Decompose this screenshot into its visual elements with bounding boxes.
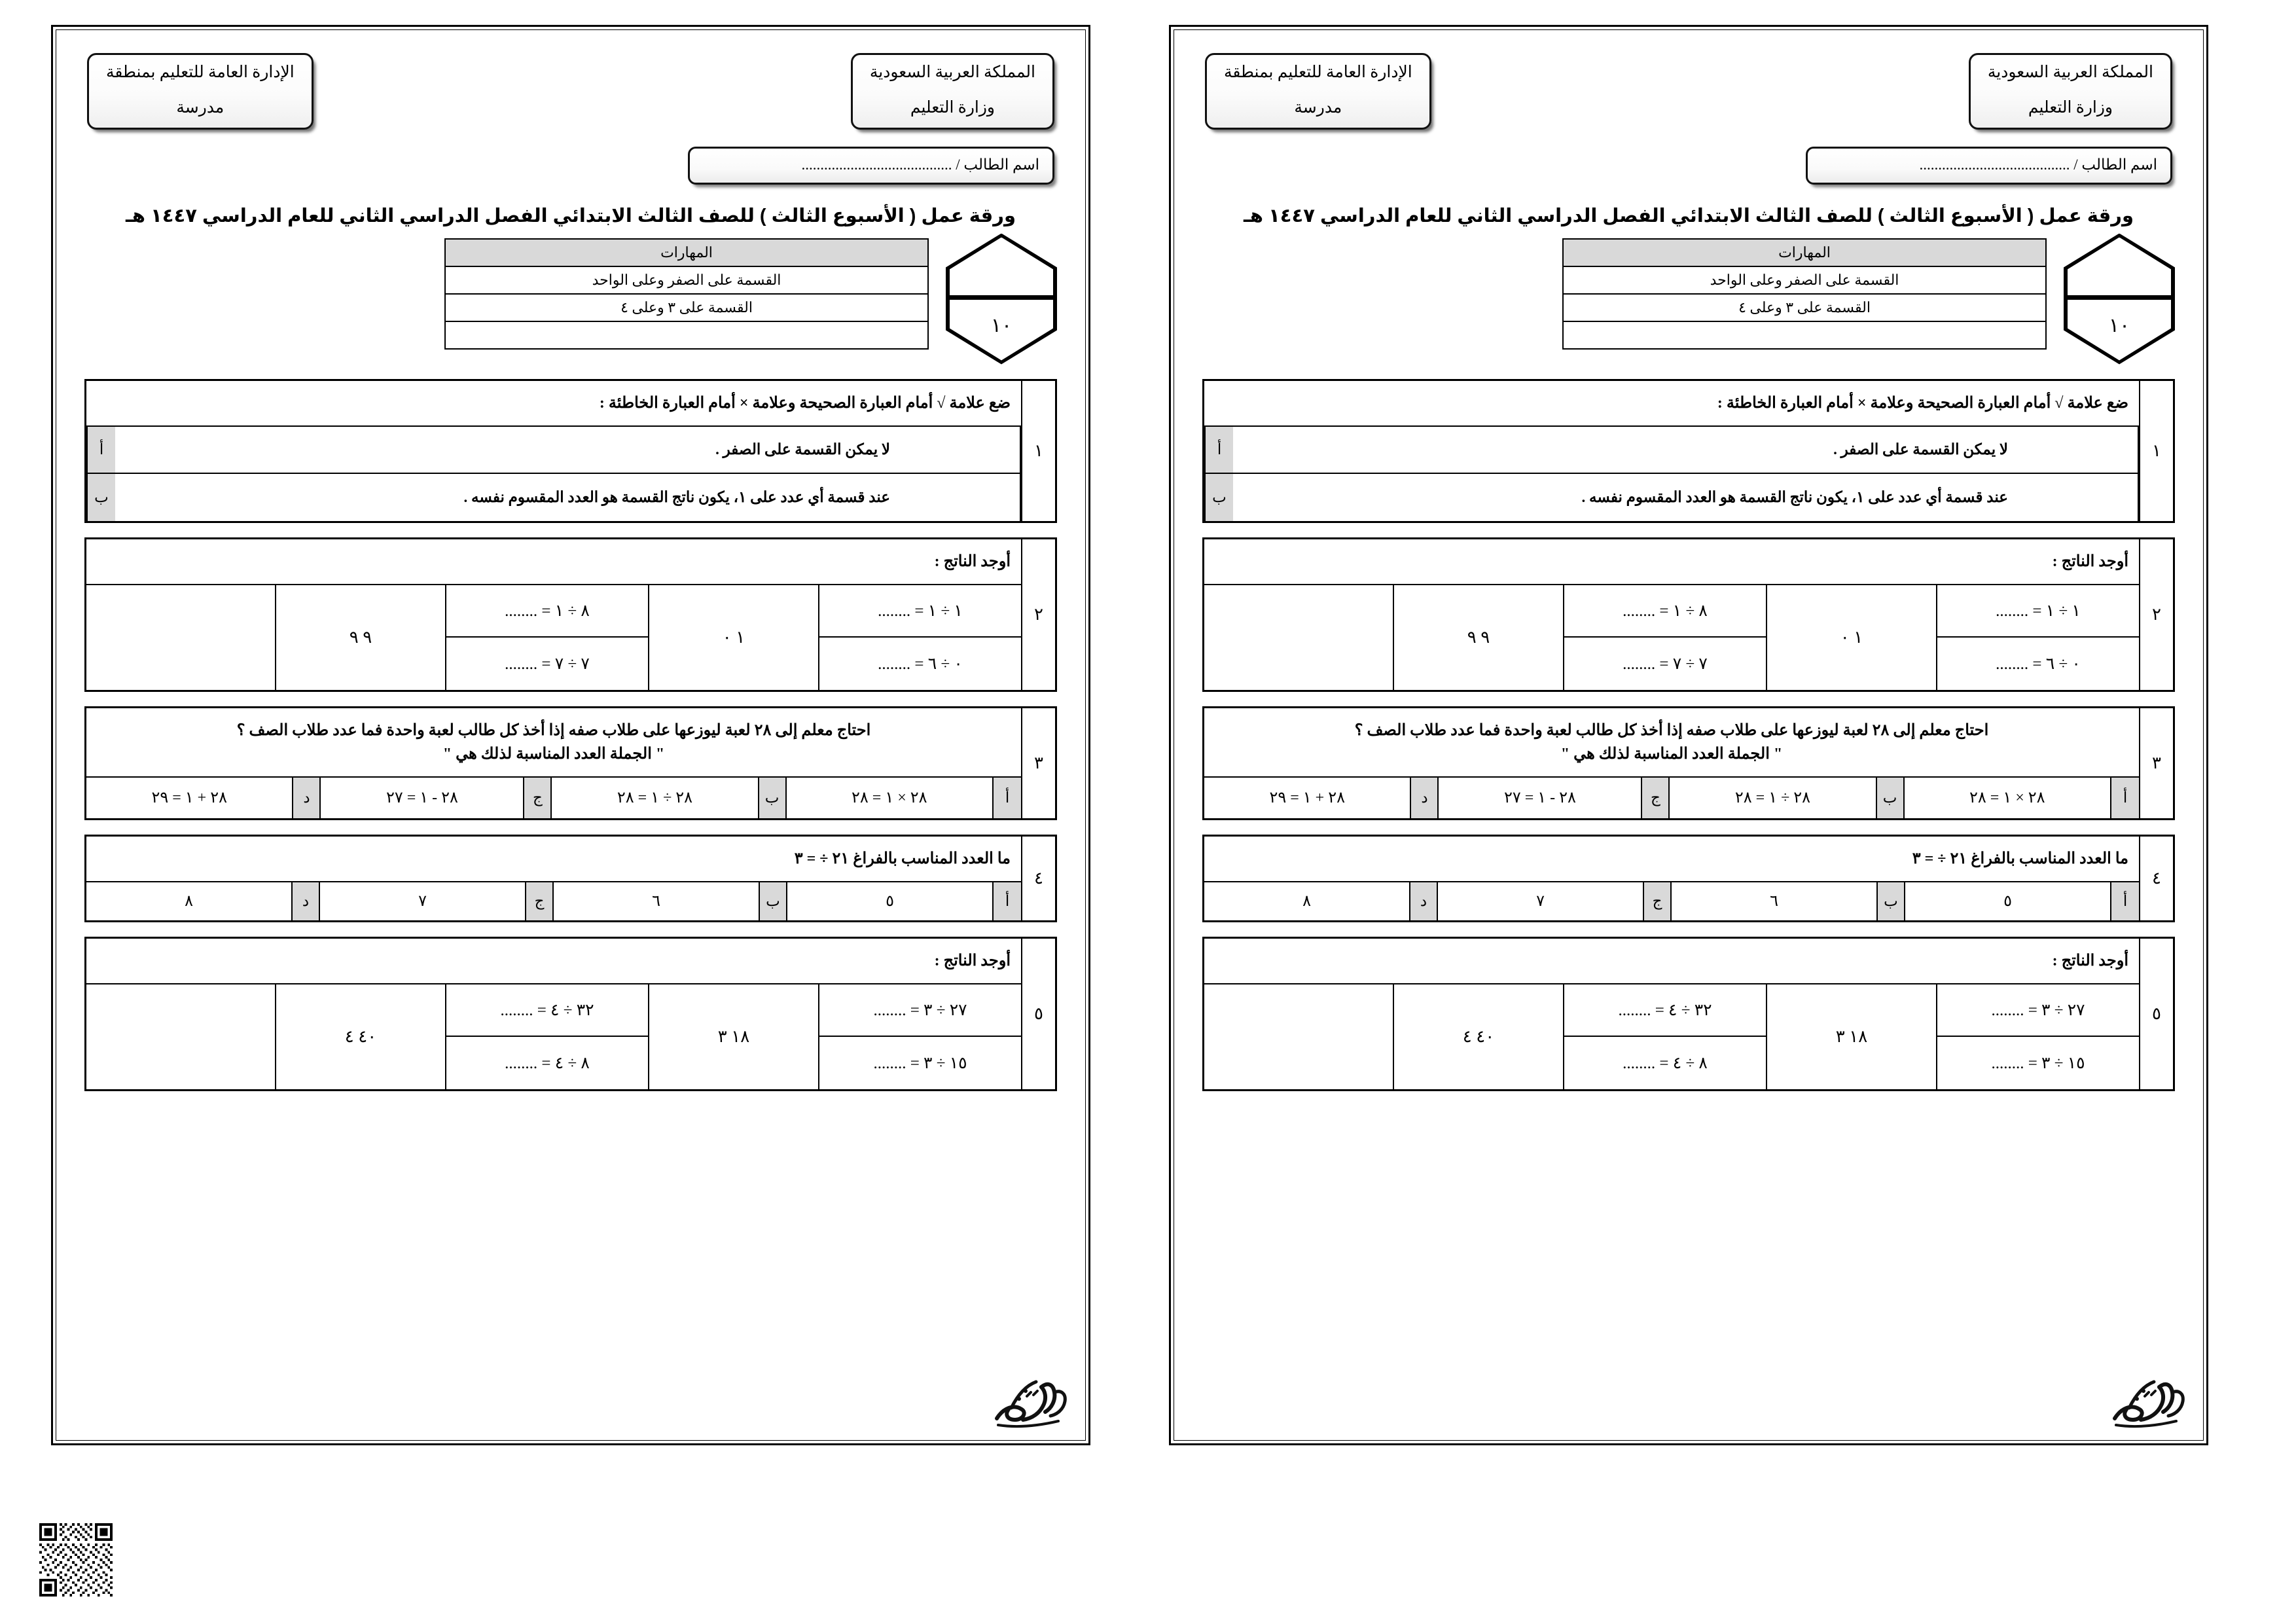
question-1-statement-b: [86, 474, 1021, 521]
choice-text-4c[interactable]: ٧: [1536, 893, 1545, 910]
choice-letter-3c[interactable]: ج: [1641, 778, 1670, 818]
calligraphy-signature-icon: [985, 1362, 1077, 1433]
choice-text-4d[interactable]: ٨: [185, 893, 193, 910]
question-3-prompt-line-1: احتاج معلم إلى ٢٨ لعبة ليوزعها على طلاب صفه إذا أخذ كل طالب لعبة واحدة فما عدد طلاب الصف ؟: [236, 721, 871, 739]
question-4-block: [84, 835, 1057, 922]
qr-code-icon: [39, 1523, 113, 1597]
table-row: [1563, 266, 2046, 294]
question-2-label-1: ١ ٠: [1766, 585, 1936, 690]
choice-letter-3b[interactable]: ب: [1876, 778, 1905, 818]
question-3-block: [1202, 706, 2175, 820]
question-4-body: [1204, 837, 2139, 920]
expression-5-1b[interactable]: ١٥ ÷ ٣ = ........: [873, 1054, 967, 1072]
choice-letter-3c[interactable]: ج: [523, 778, 552, 818]
question-2-prompt: أوجد الناتج :: [86, 539, 1021, 585]
question-2-label-1: ١ ٠: [648, 585, 818, 690]
question-2-body: [1204, 539, 2139, 690]
skills-table: [1562, 238, 2047, 350]
worksheet-title: ورقة عمل ( الأسبوع الثالث ) للصف الثالث الابتدائي الفصل الدراسي الثاني للعام الدراسي ١٤٤٧ هـ: [1244, 205, 2134, 226]
question-2-block: [84, 537, 1057, 692]
question-1-statement-a: [86, 427, 1021, 474]
question-4-choices: [86, 882, 1021, 920]
skills-section: [1202, 234, 2175, 365]
skill-cell-3: [1563, 321, 2046, 349]
choice-letter-3b[interactable]: ب: [758, 778, 787, 818]
choice-letter-4a[interactable]: أ: [992, 882, 1021, 920]
question-3-prompt-line-2: " الجملة العدد المناسبة لذلك هي ": [442, 745, 665, 763]
question-1-number: ١: [1021, 381, 1055, 521]
question-4-prompt: ما العدد المناسب بالفراغ ٢١ ÷ = ٣: [86, 837, 1021, 882]
choice-text-4d[interactable]: ٨: [1302, 893, 1311, 910]
choice-text-4b[interactable]: ٦: [652, 893, 660, 910]
question-3-number: ٣: [2139, 708, 2173, 818]
hexagon-divider: [946, 295, 1056, 300]
expression-2-2b[interactable]: ٧ ÷ ٧ = ........: [505, 655, 590, 673]
choice-text-3d[interactable]: ٢٨ + ١ = ٢٩: [151, 789, 227, 806]
ministry-line: وزارة التعليم: [910, 99, 995, 117]
choice-letter-4d[interactable]: د: [291, 882, 320, 920]
question-5-block: [1202, 937, 2175, 1091]
skill-cell-2: القسمة على ٣ وعلى ٤: [445, 294, 928, 321]
question-5-grid: [86, 984, 1021, 1089]
table-row: [445, 266, 928, 294]
question-5-number: ٥: [2139, 939, 2173, 1089]
question-2-group-1: [1936, 585, 2139, 690]
admin-line: الإدارة العامة للتعليم بمنطقة: [1224, 63, 1412, 81]
choice-letter-4d[interactable]: د: [1409, 882, 1438, 920]
admin-line: الإدارة العامة للتعليم بمنطقة: [106, 63, 295, 81]
skill-cell-1: القسمة على الصفر وعلى الواحد: [445, 266, 928, 294]
expression-5-2b[interactable]: ٨ ÷ ٤ = ........: [1623, 1054, 1708, 1072]
question-2-group-2: [445, 585, 648, 690]
statement-text-1b: عند قسمة أي عدد على ١، يكون ناتج القسمة هو العدد المقسوم نفسه .: [1581, 488, 2008, 505]
question-2-body: [86, 539, 1021, 690]
choice-text-3b[interactable]: ٢٨ ÷ ١ = ٢٨: [617, 789, 693, 806]
question-3-choices: [1204, 778, 2139, 818]
student-name-field[interactable]: اسم الطالب / ........................................: [688, 147, 1054, 185]
skill-cell-3: [445, 321, 928, 349]
statement-text-1a: لا يمكن القسمة على الصفر .: [715, 441, 890, 458]
question-1-block: [1202, 379, 2175, 523]
administration-header-box: [87, 53, 314, 130]
question-1-prompt: ضع علامة √ أمام العبارة الصحيحة وعلامة × أمام العبارة الخاطئة :: [86, 381, 1021, 427]
choice-text-4c[interactable]: ٧: [418, 893, 427, 910]
expression-5-1a[interactable]: ٢٧ ÷ ٣ = ........: [1937, 984, 2139, 1037]
question-5-group-1: [818, 984, 1021, 1089]
kingdom-line: المملكة العربية السعودية: [1987, 63, 2153, 81]
question-5-spacer: [1204, 984, 1393, 1089]
expression-5-1b[interactable]: ١٥ ÷ ٣ = ........: [1991, 1054, 2085, 1072]
question-2-spacer: [1204, 585, 1393, 690]
question-5-body: [86, 939, 1021, 1089]
question-2-label-2: ٩ ٩: [1393, 585, 1563, 690]
table-row: [445, 239, 928, 266]
table-row: [445, 294, 928, 321]
statement-letter-1b: ب: [86, 474, 115, 521]
choice-text-3c[interactable]: ٢٨ - ١ = ٢٧: [1503, 789, 1576, 806]
question-3-choices: [86, 778, 1021, 818]
question-5-spacer: [86, 984, 275, 1089]
answer-box-1a[interactable]: [902, 427, 1021, 473]
student-name-field[interactable]: اسم الطالب / ........................................: [1806, 147, 2172, 185]
question-4-number: ٤: [1021, 837, 1055, 920]
question-1-number: ١: [2139, 381, 2173, 521]
statement-text-1b: عند قسمة أي عدد على ١، يكون ناتج القسمة هو العدد المقسوم نفسه .: [463, 488, 890, 505]
question-5-label-2: ٤٠ ٤: [275, 984, 445, 1089]
ministry-header-box: [851, 53, 1054, 130]
skill-cell-2: القسمة على ٣ وعلى ٤: [1563, 294, 2046, 321]
statement-letter-1a: أ: [1204, 427, 1233, 473]
choice-letter-3d[interactable]: د: [1410, 778, 1439, 818]
calligraphy-signature-icon: [2103, 1362, 2195, 1433]
statement-letter-1a: أ: [86, 427, 115, 473]
question-2-label-2: ٩ ٩: [275, 585, 445, 690]
question-2-prompt: أوجد الناتج :: [1204, 539, 2139, 585]
question-5-group-1: [1936, 984, 2139, 1089]
expression-2-1a[interactable]: ١ ÷ ١ = ........: [819, 585, 1021, 638]
question-4-block: [1202, 835, 2175, 922]
worksheet-page-copy-2: [1169, 25, 2208, 1445]
question-5-label-1: ١٨ ٣: [648, 984, 818, 1089]
choice-text-3a[interactable]: ٢٨ × ١ = ٢٨: [1969, 789, 2045, 806]
worksheet-page-copy-1: [51, 25, 1090, 1445]
question-4-prompt: ما العدد المناسب بالفراغ ٢١ ÷ = ٣: [1204, 837, 2139, 882]
total-mark-value: ١٠: [2108, 314, 2130, 336]
school-line: مدرسة: [1294, 99, 1342, 117]
expression-2-1a[interactable]: ١ ÷ ١ = ........: [1937, 585, 2139, 638]
question-3-body: [86, 708, 1021, 818]
kingdom-line: المملكة العربية السعودية: [869, 63, 1035, 81]
choice-letter-3d[interactable]: د: [292, 778, 321, 818]
question-2-number: ٢: [1021, 539, 1055, 690]
choice-text-3a[interactable]: ٢٨ × ١ = ٢٨: [851, 789, 927, 806]
question-3-prompt-line-2: " الجملة العدد المناسبة لذلك هي ": [1560, 745, 1783, 763]
question-2-group-2: [1563, 585, 1766, 690]
choice-letter-4b[interactable]: ب: [759, 882, 787, 920]
choice-letter-4b[interactable]: ب: [1876, 882, 1905, 920]
question-2-number: ٢: [2139, 539, 2173, 690]
table-row: [1563, 239, 2046, 266]
question-2-grid: [1204, 585, 2139, 690]
answer-box-1b[interactable]: [2020, 474, 2139, 521]
expression-2-1b[interactable]: ٠ ÷ ٦ = ........: [878, 655, 963, 673]
choice-text-3d[interactable]: ٢٨ + ١ = ٢٩: [1269, 789, 1345, 806]
choice-text-4a[interactable]: ٥: [2003, 893, 2012, 910]
expression-5-2a[interactable]: ٣٢ ÷ ٤ = ........: [446, 984, 648, 1037]
choice-letter-4c[interactable]: ج: [1643, 882, 1672, 920]
question-3-block: [84, 706, 1057, 820]
ministry-header-box: [1969, 53, 2172, 130]
answer-box-1b[interactable]: [902, 474, 1021, 521]
choice-letter-3a[interactable]: أ: [2110, 778, 2139, 818]
table-row: [445, 321, 928, 349]
question-1-body: [86, 381, 1021, 521]
choice-text-3c[interactable]: ٢٨ - ١ = ٢٧: [386, 789, 458, 806]
question-3-prompt: [1204, 708, 2139, 778]
question-1-prompt: ضع علامة √ أمام العبارة الصحيحة وعلامة × أمام العبارة الخاطئة :: [1204, 381, 2139, 427]
page-header: [73, 44, 1069, 130]
table-row: [1563, 321, 2046, 349]
choice-text-3b[interactable]: ٢٨ ÷ ١ = ٢٨: [1734, 789, 1811, 806]
administration-header-box: [1205, 53, 1431, 130]
answer-box-1a[interactable]: [2020, 427, 2139, 473]
school-line: مدرسة: [176, 99, 224, 117]
question-2-spacer: [86, 585, 275, 690]
question-5-group-2: [1563, 984, 1766, 1089]
question-3-body: [1204, 708, 2139, 818]
statement-letter-1b: ب: [1204, 474, 1233, 521]
expression-2-1b[interactable]: ٠ ÷ ٦ = ........: [1996, 655, 2081, 673]
question-3-prompt: [86, 708, 1021, 778]
page-header: [1191, 44, 2187, 130]
question-2-block: [1202, 537, 2175, 692]
ministry-line: وزارة التعليم: [2028, 99, 2113, 117]
choice-letter-4a[interactable]: أ: [2110, 882, 2139, 920]
question-5-label-2: ٤٠ ٤: [1393, 984, 1563, 1089]
expression-2-2b[interactable]: ٧ ÷ ٧ = ........: [1623, 655, 1708, 673]
choice-letter-4c[interactable]: ج: [525, 882, 554, 920]
skills-section: [84, 234, 1057, 365]
question-4-body: [86, 837, 1021, 920]
total-mark-hexagon: [946, 234, 1057, 365]
question-4-choices: [1204, 882, 2139, 920]
skills-header-cell: المهارات: [1563, 239, 2046, 266]
question-5-prompt: أوجد الناتج :: [1204, 939, 2139, 984]
table-row: [1563, 294, 2046, 321]
skills-table: [444, 238, 929, 350]
question-4-number: ٤: [2139, 837, 2173, 920]
skills-header-cell: المهارات: [445, 239, 928, 266]
expression-5-2a[interactable]: ٣٢ ÷ ٤ = ........: [1564, 984, 1766, 1037]
question-5-group-2: [445, 984, 648, 1089]
question-5-block: [84, 937, 1057, 1091]
question-5-grid: [1204, 984, 2139, 1089]
total-mark-hexagon: [2064, 234, 2175, 365]
expression-5-2b[interactable]: ٨ ÷ ٤ = ........: [505, 1054, 590, 1072]
question-1-statement-a: [1204, 427, 2139, 474]
total-mark-value: ١٠: [990, 314, 1013, 336]
choice-text-4b[interactable]: ٦: [1770, 893, 1778, 910]
question-5-label-1: ١٨ ٣: [1766, 984, 1936, 1089]
question-5-prompt: أوجد الناتج :: [86, 939, 1021, 984]
question-1-block: [84, 379, 1057, 523]
question-5-body: [1204, 939, 2139, 1089]
question-1-body: [1204, 381, 2139, 521]
question-2-group-1: [818, 585, 1021, 690]
question-3-prompt-line-1: احتاج معلم إلى ٢٨ لعبة ليوزعها على طلاب صفه إذا أخذ كل طالب لعبة واحدة فما عدد طلاب الصف ؟: [1354, 721, 1989, 739]
hexagon-divider: [2064, 295, 2174, 300]
question-1-statement-b: [1204, 474, 2139, 521]
expression-2-2a[interactable]: ٨ ÷ ١ = ........: [1564, 585, 1766, 638]
statement-text-1a: لا يمكن القسمة على الصفر .: [1833, 441, 2008, 458]
question-5-number: ٥: [1021, 939, 1055, 1089]
skill-cell-1: القسمة على الصفر وعلى الواحد: [1563, 266, 2046, 294]
question-3-number: ٣: [1021, 708, 1055, 818]
choice-letter-3a[interactable]: أ: [992, 778, 1021, 818]
expression-5-1a[interactable]: ٢٧ ÷ ٣ = ........: [819, 984, 1021, 1037]
expression-2-2a[interactable]: ٨ ÷ ١ = ........: [446, 585, 648, 638]
worksheet-title: ورقة عمل ( الأسبوع الثالث ) للصف الثالث الابتدائي الفصل الدراسي الثاني للعام الدراسي ١٤٤٧ هـ: [126, 205, 1016, 226]
choice-text-4a[interactable]: ٥: [886, 893, 894, 910]
question-2-grid: [86, 585, 1021, 690]
